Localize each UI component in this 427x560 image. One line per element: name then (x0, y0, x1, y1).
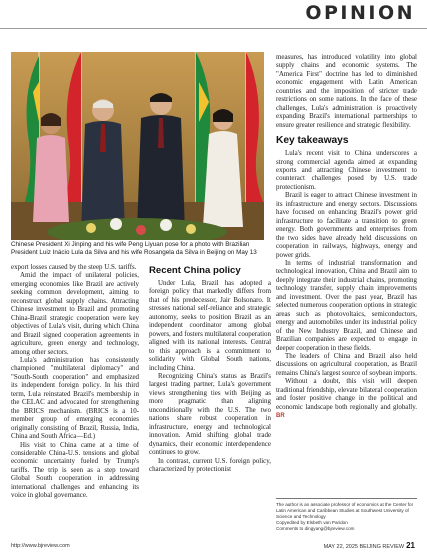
article-column-2 (149, 263, 271, 473)
photo-caption: Chinese President Xi Jinping and his wife Peng Liyuan pose for a photo with Brazilian President Luiz Inácio Lula da Silva and his wife Rosangela da Silva in Beijing on May 13 (11, 241, 257, 256)
copyeditor-line: Copyedited by Elsbeth van Paridon (276, 519, 348, 525)
author-note (276, 498, 417, 532)
page-header (0, 0, 427, 29)
end-mark: BR (276, 413, 285, 420)
paragraph: His visit to China came at a time of considerable China-U.S. tensions and global economic uncertainty fueled by Trump's tariffs. The trip is seen as a step toward Global South cooperation in addressing international challenges and enhancing its voice in global governance. (11, 440, 139, 500)
footer-url[interactable]: http://www.bjreview.com (11, 543, 70, 549)
paragraph: Under Lula, Brazil has adopted a foreign policy that markedly differs from that of his predecessor, Jair Bolsonaro. It stresses national self-reliance and strategic autonomy, seeks to position Brazil as an independent coordinator among global powers, and fosters multilateral cooperation aligned with its national interests. Central to this approach is a commitment to solidarity with Global South nations, including China. (149, 279, 271, 372)
footer-issue (324, 541, 415, 550)
paragraph: In contrast, current U.S. foreign policy, characterized by protectionist (149, 456, 271, 473)
section-heading: Recent China policy (149, 265, 241, 276)
paragraph: Lula's recent visit to China underscores a strong commercial agenda aimed at expanding exports and attracting Chinese investment to counteract challenges posed by U.S. trade protectionism. (276, 149, 417, 191)
leaders-photo-illustration (11, 52, 264, 240)
issue-line: MAY 22, 2025 BEIJING REVIEW (323, 544, 405, 550)
paragraph: Recognizing China's status as Brazil's largest trading partner, Lula's government views strengthening ties with Beijing as more pragmatic than aligning unconditionally with the U.S. The two nations share robust cooperation in infrastructure, energy and technological innovation. Amid shifting global trade dynamics, their economic interdependence continues to grow. (149, 371, 271, 457)
paragraph-final (276, 377, 417, 420)
article-column-3 (276, 53, 417, 421)
paragraph: measures, has introduced volatility into global supply chains and economic systems. The "America First" doctrine has led to diminished economic engagement with Latin American countries and the imposition of stricter trade restrictions on some nations. In the face of these challenges, Lula's administration is proactively expanding Brazil's international partnerships to ensure greater resilience and strategic flexibility. (276, 53, 417, 129)
paragraph: Lula's administration has consistently championed "multilateral diplomacy" and "South-South cooperation" and emphasized its independent foreign policy. In his third term, Lula reinstated Brazil's membership in the CELAC and advocated for strengthening the BRICS mechanism. (BRICS is a 10-member group of emerging economies originally consisting of Brazil, Russia, India, China and South Africa—Ed.) (11, 355, 139, 441)
comments-line: Comments to dingyang@bjreview.com (276, 525, 355, 531)
article-column-1 (11, 263, 139, 500)
paragraph: Brazil is eager to attract Chinese investment in its infrastructure and energy sectors. Discussions have focused on enhancing Brazil's power grid infrastructure to facilitate a transition to green energy. Both governments and enterprises from the two sides have already held discussions on cooperation in railways, highways, energy and power grids. (276, 191, 417, 259)
paragraph: In terms of industrial transformation and technological innovation, China and Brazil aim to deeply integrate their industrial chains, promoting technology transfer, supply chain improvements and investment. Over the past year, Brazil has selected numerous cooperation options in strategic areas such as photovoltaics, semiconductors, energy and automobiles under its industrial policy of the New Industry Brazil, and Chinese and Brazilian companies are expected to engage in deeper cooperation in these fields. (276, 258, 417, 352)
paragraph: Amid the impact of unilateral policies, emerging economies like Brazil are actively seeking common development, aiming to reconstruct global supply chains. Attracting Chinese investment to Brazil and promoting China-Brazil strategic cooperation were key objectives of Lula's visit, during which China and Brazil signed cooperation agreements in agriculture, green energy and technology, among other sectors. (11, 271, 139, 356)
paragraph-text: Without a doubt, this visit will deepen traditional friendship, elevate bilateral cooperation and foster positive change in the political and economic landscape both regionally and globally. (276, 377, 417, 411)
news-photo (11, 52, 264, 240)
page-number: 21 (406, 541, 415, 550)
section-heading: Key takeaways (276, 135, 349, 147)
section-title: OPINION (305, 2, 415, 24)
paragraph: The leaders of China and Brazil also held discussions on agricultural cooperation, as Brazil remains China's largest source of soybean imports. (276, 351, 417, 377)
paragraph: export losses caused by the steep U.S. tariffs. (11, 263, 137, 271)
author-bio: The author is an associate professor of economics at the Center for Latin American and Caribbean Studies at Southwest University of Science and Technology (276, 502, 414, 519)
